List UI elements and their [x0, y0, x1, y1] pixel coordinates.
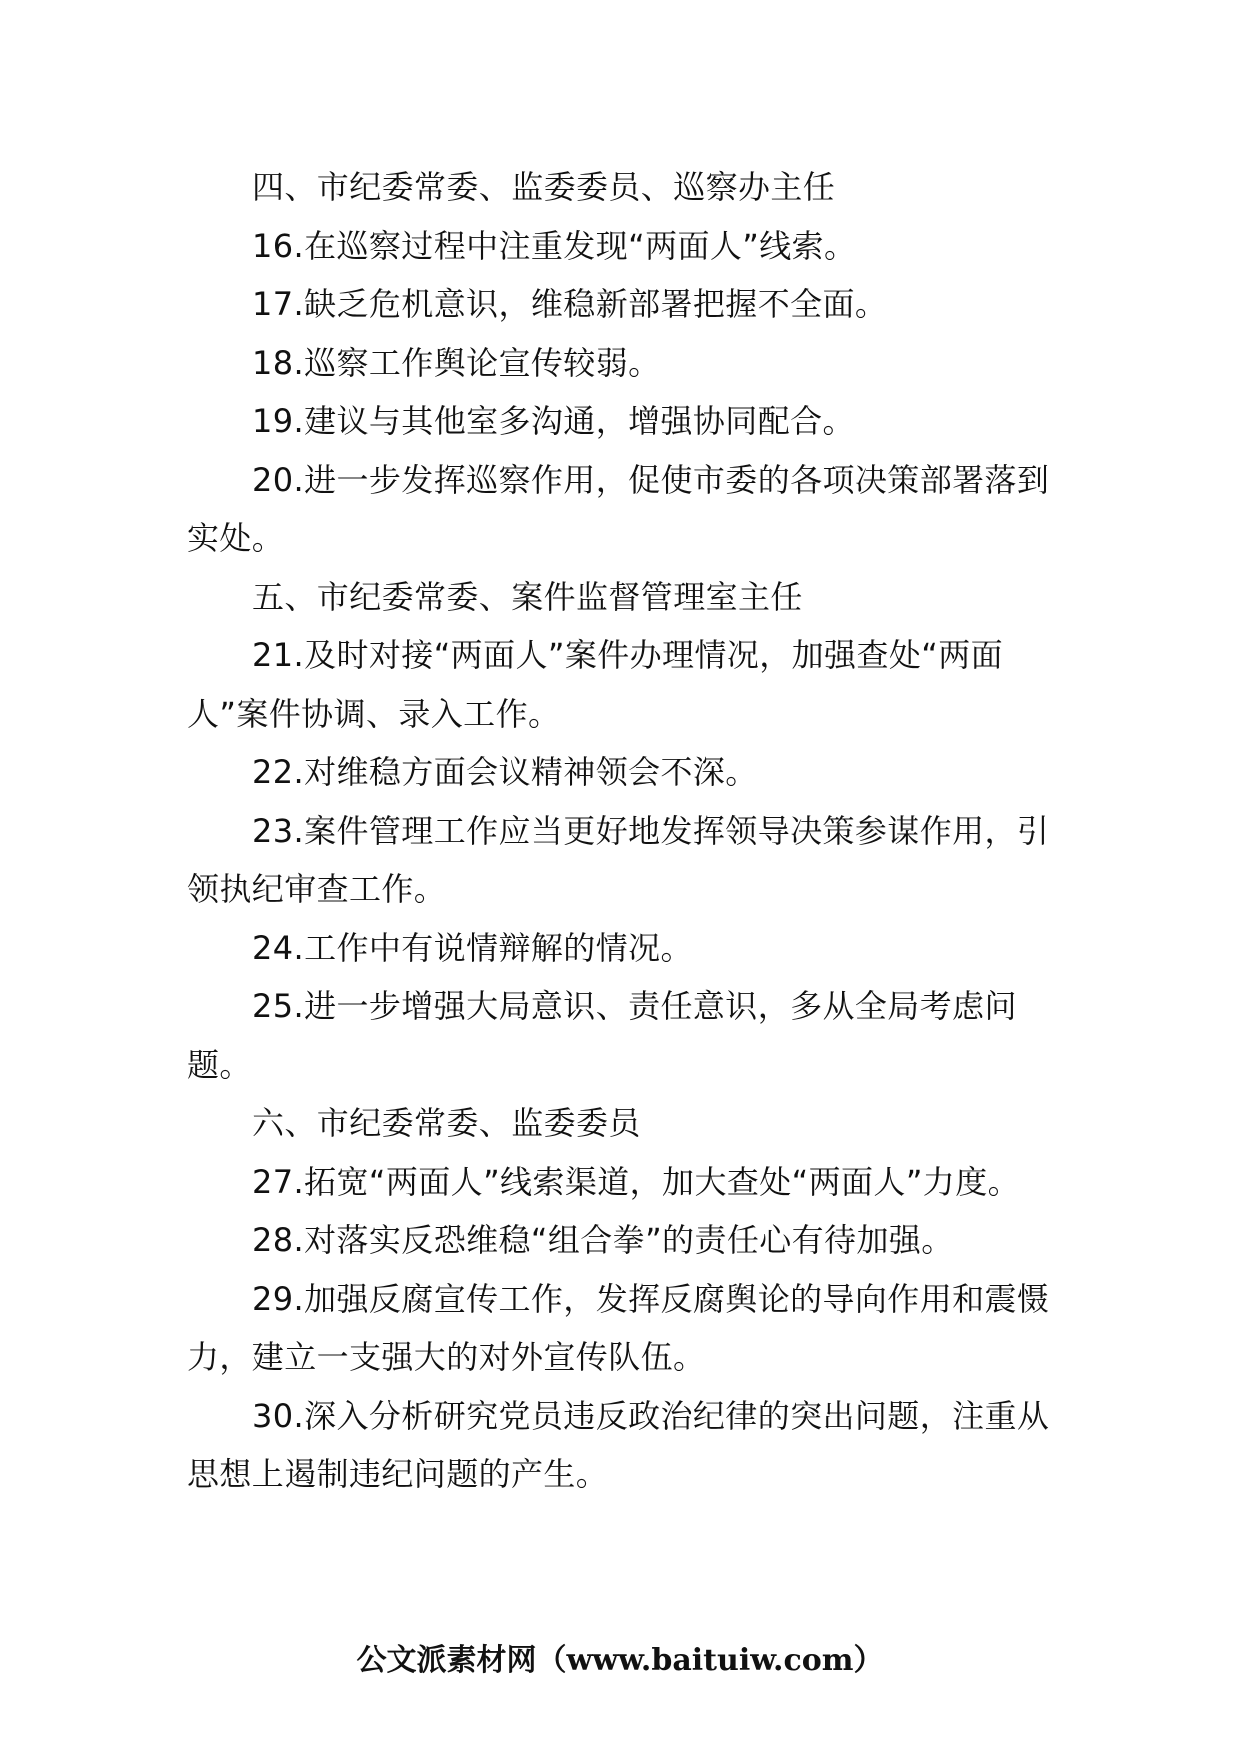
footer-watermark: 公文派素材网（www.baituiw.com）	[356, 1643, 884, 1678]
item-23: 23.案件管理工作应当更好地发挥领导决策参谋作用，引领执纪审查工作。	[187, 811, 1050, 908]
item-20: 20.进一步发挥巡察作用，促使市委的各项决策部署落到实处。	[187, 460, 1050, 557]
item-27: 27.拓宽“两面人”线索渠道，加大查处“两面人”力度。	[252, 1162, 1021, 1201]
item-21: 21.及时对接“两面人”案件办理情况，加强查处“两面人”案件协调、录入工作。	[187, 636, 1004, 733]
item-19: 19.建议与其他室多沟通，增强协同配合。	[252, 402, 855, 440]
item-22: 22.对维稳方面会议精神领会不深。	[252, 753, 758, 791]
item-25: 25.进一步增强大局意识、责任意识，多从全局考虑问题。	[187, 987, 1017, 1084]
item-29: 29.加强反腐宣传工作，发挥反腐舆论的导向作用和震慑力，建立一支强大的对外宣传队伍。	[187, 1279, 1050, 1376]
section-heading-5: 五、市纪委常委、案件监督管理室主任	[252, 577, 803, 616]
section-heading-4: 四、市纪委常委、监委委员、巡察办主任	[252, 168, 836, 206]
item-24: 24.工作中有说情辩解的情况。	[252, 928, 693, 967]
item-18: 18.巡察工作舆论宣传较弱。	[252, 343, 661, 382]
item-16: 16.在巡察过程中注重发现“两面人”线索。	[252, 226, 857, 265]
section-heading-6: 六、市纪委常委、监委委员	[252, 1104, 641, 1142]
item-28: 28.对落实反恐维稳“组合拳”的责任心有待加强。	[252, 1221, 954, 1259]
document-body	[187, 158, 1057, 1504]
item-17: 17.缺乏危机意识，维稳新部署把握不全面。	[252, 285, 888, 323]
item-30: 30.深入分析研究党员违反政治纪律的突出问题，注重从思想上遏制违纪问题的产生。	[187, 1396, 1050, 1493]
